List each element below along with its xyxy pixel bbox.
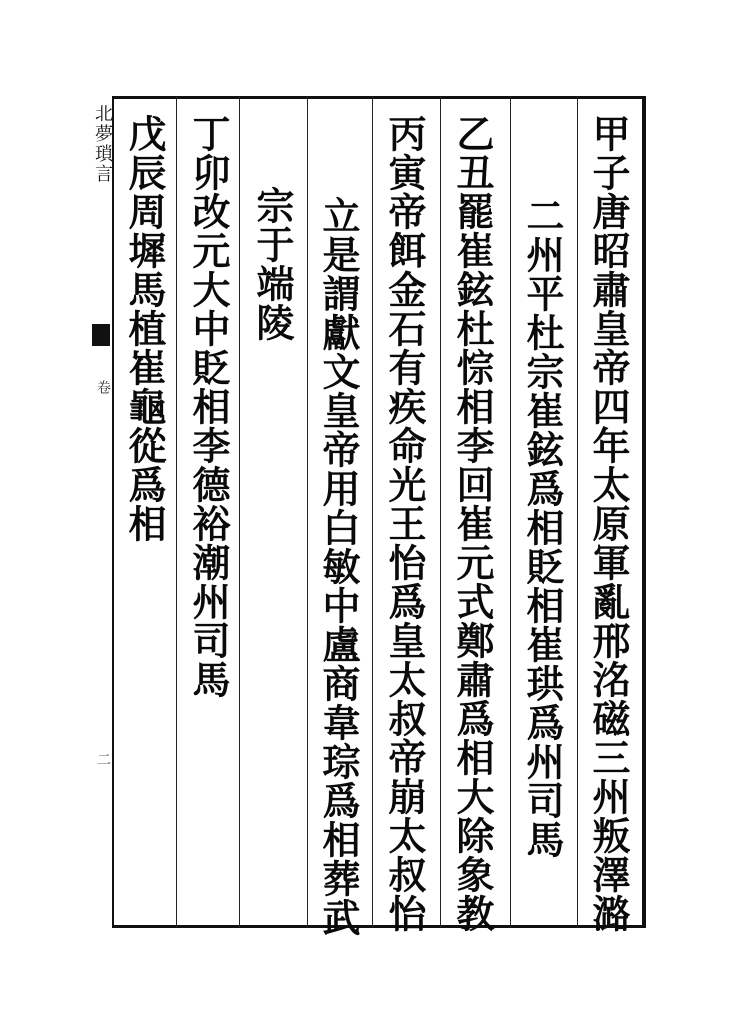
gutter-fishtail-mark — [92, 324, 110, 346]
column-rule — [176, 96, 177, 928]
text-column-6: 宗于端陵 — [250, 186, 295, 342]
gutter-title: 北夢瑣言 — [92, 104, 113, 184]
text-column-1: 甲子唐昭肅皇帝四年太原軍亂邢洺磁三州叛澤潞 — [586, 114, 631, 933]
column-rule — [440, 96, 441, 928]
column-rule — [510, 96, 511, 928]
page-gutter — [92, 96, 114, 928]
text-column-2: 二州平杜宗崔鉉爲相貶相崔珙爲州司馬 — [520, 196, 565, 859]
text-column-5: 立是謂獻文皇帝用白敏中盧商韋琮爲相葬武 — [316, 196, 361, 937]
column-rule — [577, 96, 578, 928]
text-column-3: 乙丑罷崔鉉杜悰相李回崔元式鄭肅爲相大除象教 — [450, 114, 495, 933]
text-column-8: 戊辰周墀馬植崔龜從爲相 — [122, 114, 167, 543]
text-column-7: 丁卯改元大中貶相李德裕潮州司馬 — [186, 114, 231, 699]
column-rule — [372, 96, 373, 928]
gutter-page-number: 二 — [95, 752, 111, 766]
column-rule — [307, 96, 308, 928]
gutter-subtitle: 卷 — [95, 380, 111, 394]
column-rule — [239, 96, 240, 928]
text-column-4: 丙寅帝餌金石有疾命光王怡爲皇太叔帝崩太叔怡 — [382, 114, 427, 933]
